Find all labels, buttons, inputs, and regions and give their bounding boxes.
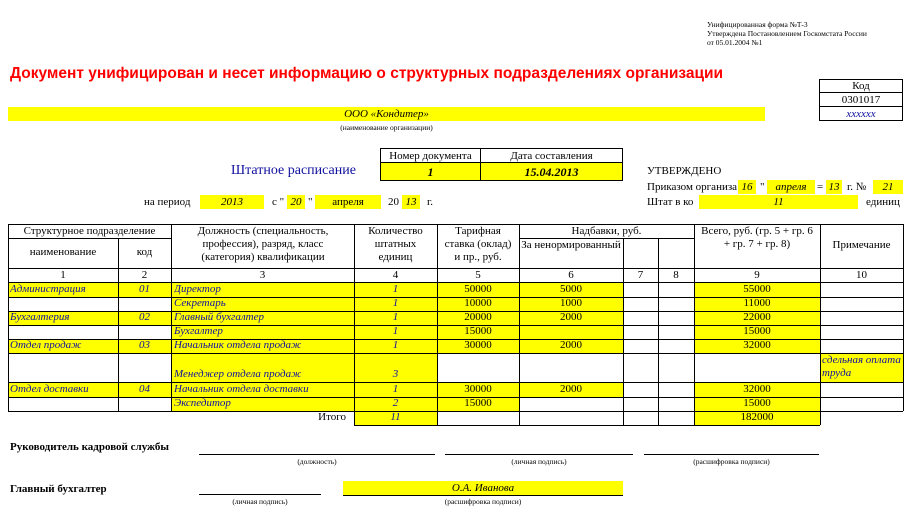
colnum-7: 7: [637, 269, 644, 281]
okpo-code[interactable]: xxxxxx: [819, 106, 903, 121]
vline-2: [171, 224, 172, 411]
row4-rate[interactable]: 15000: [464, 325, 492, 337]
hline-r5: [8, 353, 903, 354]
order-day[interactable]: 16: [738, 180, 756, 194]
approved-label: УТВЕРЖДЕНО: [647, 165, 722, 177]
total-count[interactable]: 11: [390, 411, 401, 423]
document-title: Штатное расписание: [231, 163, 356, 178]
hr-decode-caption: (расшифровка подписи): [693, 457, 770, 466]
colnum-9: 9: [754, 269, 760, 281]
row8-rate[interactable]: 15000: [464, 397, 492, 409]
code-label: Код: [819, 79, 903, 93]
order-quote: ": [760, 181, 765, 193]
row7-total[interactable]: 32000: [743, 383, 771, 395]
colnum-10: 10: [856, 269, 867, 281]
staff-label: Штат в ко: [647, 196, 694, 208]
colnum-1: 1: [60, 269, 66, 281]
chief-sign-line[interactable]: [199, 494, 321, 495]
row3-total[interactable]: 22000: [743, 311, 771, 323]
vline-6: [623, 238, 624, 425]
row7-bonus[interactable]: 2000: [560, 383, 582, 395]
th-total: Всего, руб. (гр. 5 + гр. 6 + гр. 7 + гр. 8): [701, 225, 813, 250]
th-dept-name: наименование: [29, 246, 97, 258]
hline-dept-sub: [8, 238, 171, 239]
row5-rate[interactable]: 30000: [464, 339, 492, 351]
hr-head-label: Руководитель кадровой службы: [10, 441, 169, 453]
row7-dept[interactable]: Отдел доставки: [10, 383, 89, 395]
period-label: на период: [144, 196, 191, 208]
row3-bonus[interactable]: 2000: [560, 311, 582, 323]
form-header-line1: Унифицированная форма №Т-3: [707, 20, 808, 29]
staff-unit: единиц: [866, 196, 900, 208]
row2-rate[interactable]: 10000: [464, 297, 492, 309]
colnum-3: 3: [259, 269, 266, 281]
row2-total[interactable]: 11000: [743, 297, 771, 309]
row5-count[interactable]: 1: [392, 339, 399, 351]
row1-count[interactable]: 1: [392, 283, 399, 295]
colnum-2: 2: [141, 269, 148, 281]
th-count: Количество штатных единиц: [368, 225, 423, 263]
row6-position[interactable]: Менеджер отдела продаж: [174, 368, 302, 380]
colnum-5: 5: [475, 269, 481, 281]
order-label: Приказом организа: [647, 181, 738, 193]
row3-code[interactable]: 02: [139, 311, 150, 323]
row3-count[interactable]: 1: [392, 311, 399, 323]
period-year-prefix: 20: [388, 196, 399, 208]
period-suffix: г.: [427, 196, 434, 208]
order-month[interactable]: апреля: [767, 180, 815, 194]
colnum-8: 8: [673, 269, 679, 281]
order-number[interactable]: 21: [873, 180, 903, 194]
vline-10: [903, 224, 904, 411]
doc-date-label: Дата составления: [480, 148, 623, 163]
row8-count[interactable]: 2: [392, 397, 399, 409]
hr-position-line[interactable]: [199, 454, 435, 455]
row1-dept[interactable]: Администрация: [10, 283, 86, 295]
row7-position[interactable]: Начальник отдела доставки: [174, 383, 309, 395]
row1-total[interactable]: 55000: [743, 283, 771, 295]
chief-accountant-label: Главный бухгалтер: [10, 483, 107, 495]
period-year[interactable]: 2013: [200, 195, 264, 209]
th-bonus: Надбавки, руб.: [571, 225, 642, 237]
period-quote: ": [308, 196, 313, 208]
row5-bonus[interactable]: 2000: [560, 339, 582, 351]
colnum-4: 4: [392, 269, 399, 281]
form-header-line2: Утверждена Постановлением Госкомстата России: [707, 29, 867, 38]
doc-date-value[interactable]: 15.04.2013: [480, 162, 623, 181]
th-dept-code: код: [136, 246, 153, 258]
doc-number-label: Номер документа: [380, 148, 481, 163]
row4-total[interactable]: 15000: [743, 325, 771, 337]
order-eq: =: [817, 181, 824, 193]
hr-position-caption: (должность): [297, 457, 337, 466]
row5-position[interactable]: Начальник отдела продаж: [174, 339, 302, 351]
row5-code[interactable]: 03: [139, 339, 150, 351]
row6-count[interactable]: 3: [392, 368, 399, 380]
organization-name[interactable]: ООО «Кондитер»: [8, 107, 765, 121]
chief-sign-caption: (личная подпись): [232, 497, 288, 506]
row8-total[interactable]: 15000: [743, 397, 771, 409]
row2-count[interactable]: 1: [392, 297, 399, 309]
chief-decode-caption: (расшифровка подписи): [444, 497, 522, 506]
chief-name[interactable]: О.А. Иванова: [343, 481, 623, 496]
form-header-line3: от 05.01.2004 №1: [707, 38, 763, 47]
row2-bonus[interactable]: 1000: [560, 297, 582, 309]
hr-sign-line[interactable]: [445, 454, 633, 455]
okud-code: 0301017: [819, 92, 903, 107]
th-note: Примечание: [832, 239, 891, 251]
row1-code[interactable]: 01: [139, 283, 150, 295]
organization-caption: (наименование организации): [340, 123, 433, 132]
banner-title: Документ унифицирован и несет информацию о структурных подразделениях организации: [10, 65, 724, 82]
row7-rate[interactable]: 30000: [464, 383, 492, 395]
order-year-suffix: г. №: [847, 181, 867, 193]
row4-position[interactable]: Бухгалтер: [174, 325, 223, 337]
hr-sign-caption: (личная подпись): [511, 457, 567, 466]
row2-position[interactable]: Секретарь: [174, 297, 226, 309]
total-label: Итого: [318, 411, 346, 423]
th-bonus-irregular: За ненормированный: [521, 239, 621, 251]
row3-dept[interactable]: Бухгалтерия: [10, 311, 70, 323]
hr-decode-line[interactable]: [644, 454, 819, 455]
vline-7: [658, 238, 659, 425]
th-dept: Структурное подразделение: [23, 225, 156, 237]
row4-count[interactable]: 1: [392, 325, 399, 337]
row3-rate[interactable]: 20000: [464, 311, 492, 323]
row5-total[interactable]: 32000: [743, 339, 771, 351]
row3-position[interactable]: Главный бухгалтер: [174, 311, 264, 323]
row6-note[interactable]: сдельная оплата труда: [822, 354, 901, 379]
period-day[interactable]: 20: [287, 195, 305, 209]
colnum-6: 6: [568, 269, 574, 281]
doc-number-value[interactable]: 1: [380, 162, 481, 181]
period-month[interactable]: апреля: [315, 195, 381, 209]
row1-rate[interactable]: 50000: [464, 283, 492, 295]
period-from: с ": [272, 196, 285, 208]
row5-dept[interactable]: Отдел продаж: [10, 339, 82, 351]
row7-count[interactable]: 1: [392, 383, 399, 395]
row8-position[interactable]: Экспедитор: [174, 397, 231, 409]
row1-bonus[interactable]: 5000: [560, 283, 582, 295]
order-year[interactable]: 13: [826, 180, 842, 194]
th-rate: Тарифная ставка (оклад) и пр., руб.: [444, 225, 512, 263]
row7-code[interactable]: 04: [139, 383, 150, 395]
hline-total: [354, 425, 820, 426]
staff-count[interactable]: 11: [699, 195, 858, 209]
period-year-short[interactable]: 13: [402, 195, 420, 209]
total-sum[interactable]: 182000: [740, 411, 774, 423]
vline-9: [820, 224, 821, 425]
row1-position[interactable]: Директор: [174, 283, 221, 295]
th-position: Должность (специальность, профессия), разряд, класс (категория) квалификации: [197, 225, 329, 263]
